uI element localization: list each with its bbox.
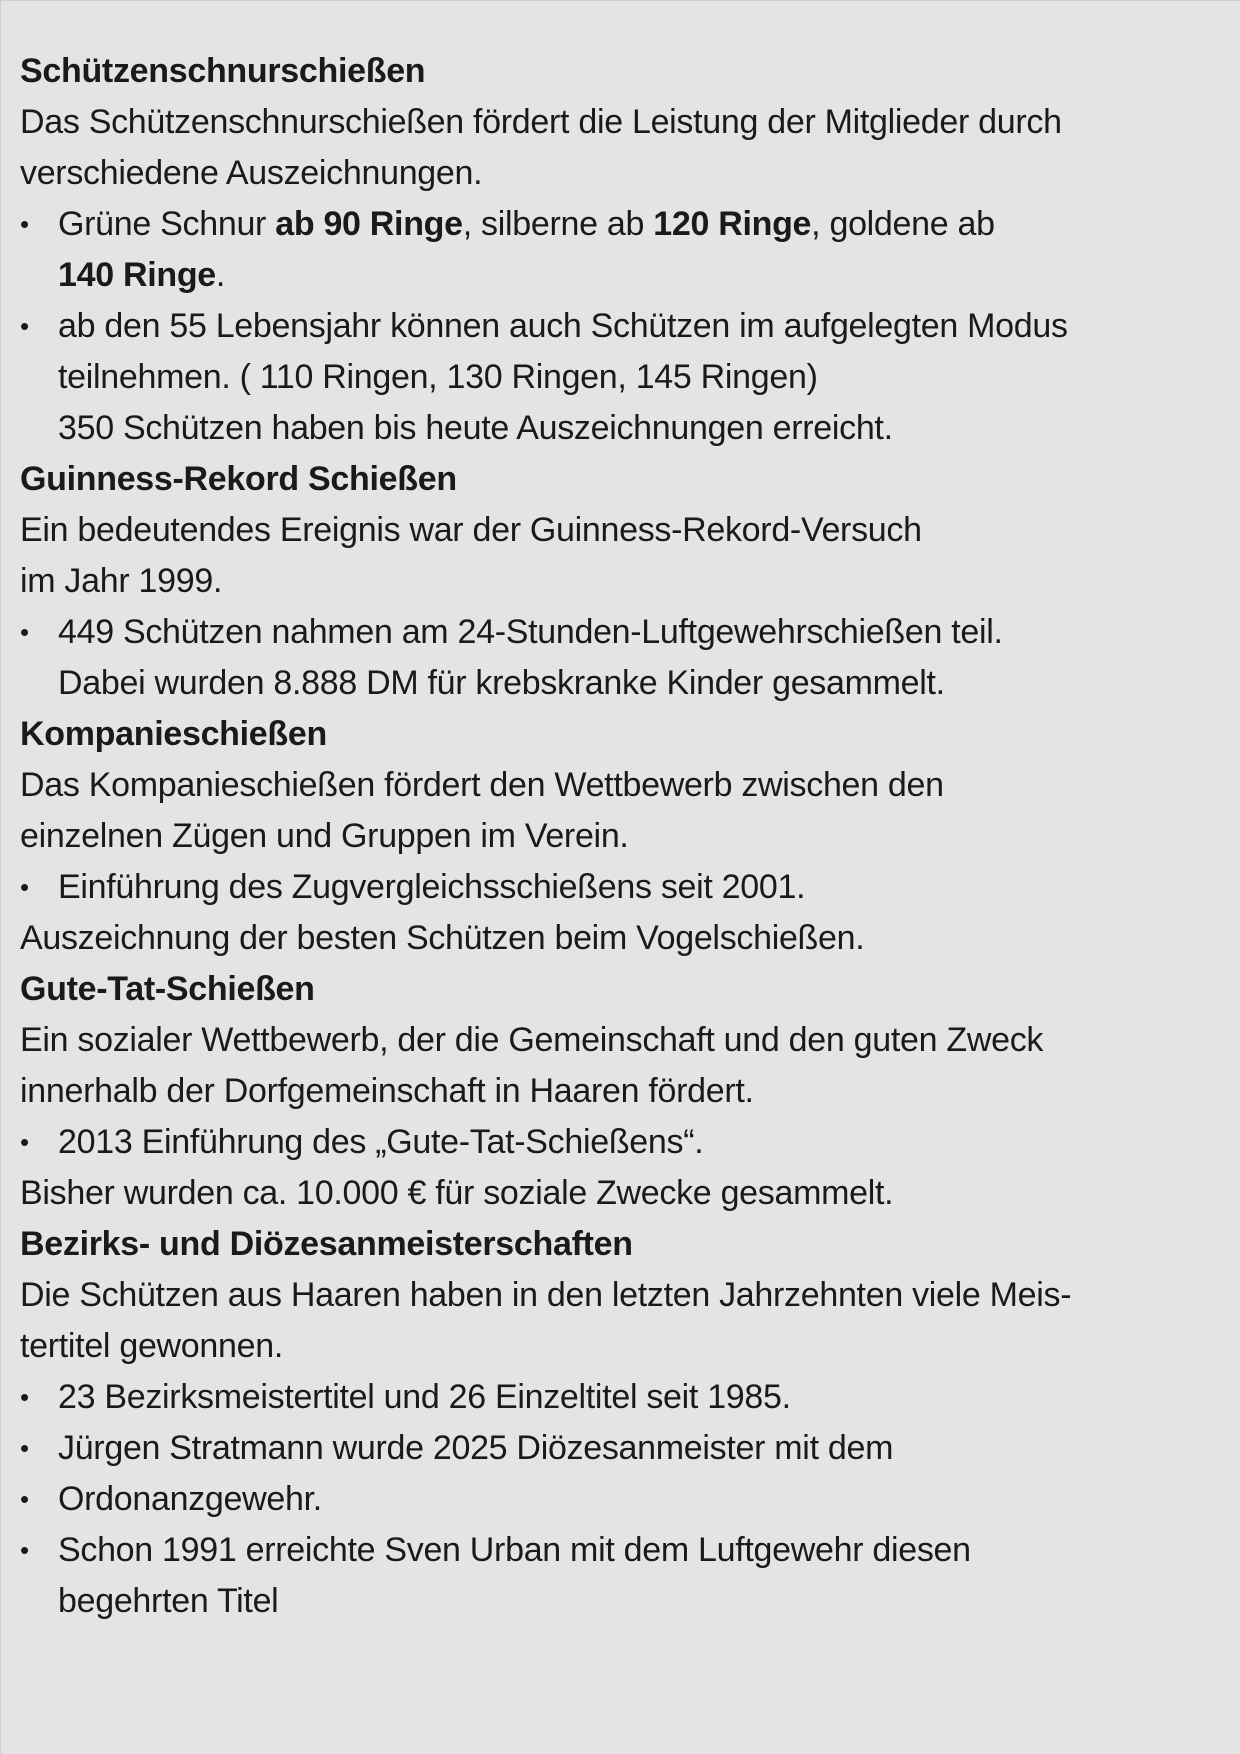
list-item-continued: Dabei wurden 8.888 DM für krebskranke Kinder gesammelt.	[58, 664, 945, 702]
section-text: Das Kompanieschießen fördert den Wettbewerb zwischen den	[20, 766, 944, 804]
section-heading-schuetzenschnur: Schützenschnurschießen	[20, 52, 426, 90]
bullet-icon: •	[20, 209, 30, 239]
list-item: Jürgen Stratmann wurde 2025 Diözesanmeister mit dem	[58, 1429, 894, 1467]
list-item: 449 Schützen nahmen am 24-Stunden-Luftgewehrschießen teil.	[58, 613, 1003, 651]
list-item: Ordonanzgewehr.	[58, 1480, 322, 1518]
bullet-icon: •	[20, 1484, 30, 1514]
section-heading-meisterschaften: Bezirks- und Diözesanmeisterschaften	[20, 1225, 633, 1263]
section-text: im Jahr 1999.	[20, 562, 223, 600]
section-text: Die Schützen aus Haaren haben in den letzten Jahrzehnten viele Meis-	[20, 1276, 1072, 1314]
list-item: 23 Bezirksmeistertitel und 26 Einzeltitel seit 1985.	[58, 1378, 791, 1416]
list-item: Grüne Schnur ab 90 Ringe, silberne ab 120 Ringe, goldene ab	[58, 205, 995, 243]
section-heading-kompanie: Kompanieschießen	[20, 715, 327, 753]
list-item-continued: 350 Schützen haben bis heute Auszeichnungen erreicht.	[58, 409, 893, 447]
bullet-icon: •	[20, 1382, 30, 1412]
section-heading-gute-tat: Gute-Tat-Schießen	[20, 970, 315, 1008]
bullet-icon: •	[20, 1535, 30, 1565]
bullet-icon: •	[20, 617, 30, 647]
bullet-icon: •	[20, 1433, 30, 1463]
list-item: ab den 55 Lebensjahr können auch Schützen im aufgelegten Modus	[58, 307, 1068, 345]
list-item-continued: teilnehmen. ( 110 Ringen, 130 Ringen, 145 Ringen)	[58, 358, 818, 396]
section-heading-guinness: Guinness-Rekord Schießen	[20, 460, 457, 498]
list-item: 2013 Einführung des „Gute-Tat-Schießens“.	[58, 1123, 704, 1161]
list-item: Schon 1991 erreichte Sven Urban mit dem Luftgewehr diesen	[58, 1531, 971, 1569]
list-item-continued: begehrten Titel	[58, 1582, 279, 1620]
section-text: innerhalb der Dorfgemeinschaft in Haaren fördert.	[20, 1072, 754, 1110]
list-item-continued: 140 Ringe.	[58, 256, 226, 294]
bullet-icon: •	[20, 311, 30, 341]
section-text: Ein bedeutendes Ereignis war der Guinness-Rekord-Versuch	[20, 511, 922, 549]
section-text: Bisher wurden ca. 10.000 € für soziale Zwecke gesammelt.	[20, 1174, 894, 1212]
section-text: Das Schützenschnurschießen fördert die Leistung der Mitglieder durch	[20, 103, 1062, 141]
list-item: Einführung des Zugvergleichsschießens seit 2001.	[58, 868, 806, 906]
section-text: Ein sozialer Wettbewerb, der die Gemeinschaft und den guten Zweck	[20, 1021, 1044, 1059]
bullet-icon: •	[20, 872, 30, 902]
section-text: verschiedene Auszeichnungen.	[20, 154, 483, 192]
section-text: Auszeichnung der besten Schützen beim Vogelschießen.	[20, 919, 865, 957]
section-text: tertitel gewonnen.	[20, 1327, 283, 1365]
section-text: einzelnen Zügen und Gruppen im Verein.	[20, 817, 629, 855]
bullet-icon: •	[20, 1127, 30, 1157]
